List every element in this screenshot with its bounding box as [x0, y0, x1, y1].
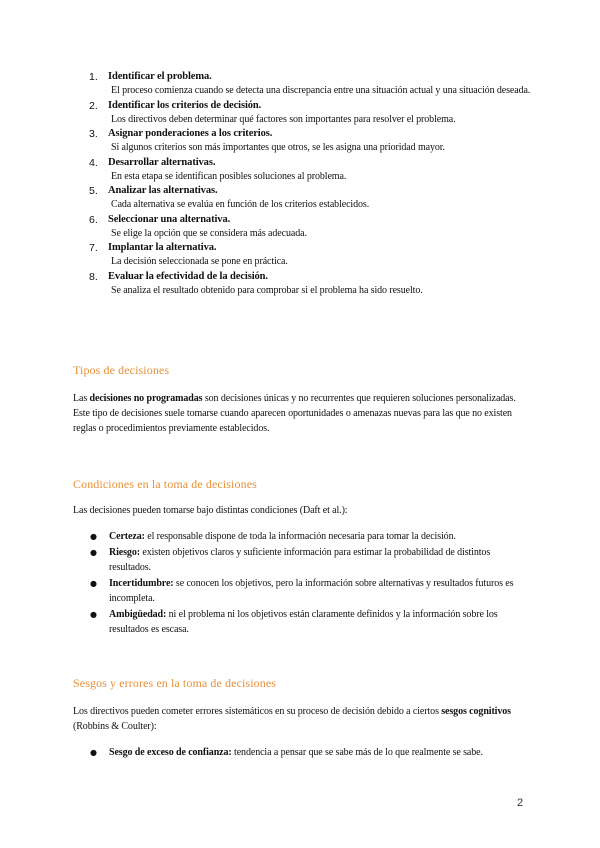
condition-text: el responsable dispone de toda la información necesaria para tomar la decisión. — [144, 531, 456, 542]
condition-text: ni el problema ni los objetivos están claramente definidos y la información sobre los resultados es escasa. — [109, 609, 498, 635]
bullet-icon: ● — [90, 532, 97, 541]
sesgos-list — [73, 745, 528, 760]
step-title: Desarrollar alternativas. — [108, 156, 216, 168]
section-heading-sesgos: Sesgos y errores en la toma de decisiones — [73, 676, 277, 690]
sesgos-text-post: (Robbins & Coulter): — [73, 721, 157, 732]
step-title: Seleccionar una alternativa. — [108, 213, 231, 225]
section-heading-condiciones: Condiciones en la toma de decisiones — [73, 477, 257, 491]
page-number: 2 — [517, 797, 524, 809]
list-item — [72, 213, 542, 242]
list-item — [72, 70, 542, 99]
tipos-text-post: son decisiones únicas y no recurrentes que requieren soluciones personalizadas. Este tipo de decisiones suele tomarse cuando aparecen oportunidades o amenazas nuevas para las que no existen reglas o procedimientos previamente establecidos. — [73, 393, 516, 434]
condition-text: se conocen los objetivos, pero la información sobre alternativas y resultados futuros es incompleta. — [109, 578, 514, 604]
list-item — [73, 545, 528, 575]
condition-term: Ambigüedad: — [109, 609, 167, 620]
list-item — [72, 99, 542, 128]
step-number: 7. — [89, 242, 98, 254]
decision-steps-list — [72, 70, 542, 298]
list-item — [72, 184, 542, 213]
bias-text: tendencia a pensar que se sabe más de lo que realmente se sabe. — [231, 747, 483, 758]
condiciones-intro: Las decisiones pueden tomarse bajo distintas condiciones (Daft et al.): — [73, 505, 348, 516]
condition-term: Riesgo: — [109, 547, 140, 558]
list-item — [72, 270, 542, 299]
list-item — [73, 607, 528, 637]
bullet-icon: ● — [90, 610, 97, 619]
step-description: Se analiza el resultado obtenido para comprobar si el problema ha sido resuelto. — [111, 284, 423, 296]
sesgos-bold-term: sesgos cognitivos — [441, 706, 511, 717]
step-title: Identificar los criterios de decisión. — [108, 99, 262, 111]
step-description: La decisión seleccionada se pone en práctica. — [111, 256, 288, 267]
step-number: 6. — [89, 213, 98, 226]
bias-term: Sesgo de exceso de confianza: — [109, 747, 232, 758]
step-number: 8. — [89, 270, 98, 283]
condition-term: Certeza: — [109, 531, 145, 542]
tipos-bold-term: decisiones no programadas — [89, 393, 203, 404]
bullet-icon: ● — [90, 548, 97, 557]
sesgos-paragraph — [73, 704, 528, 734]
list-item — [73, 576, 528, 606]
list-item — [72, 127, 542, 156]
condiciones-list — [73, 529, 528, 637]
step-title: Identificar el problema. — [108, 71, 212, 82]
step-description: Se elige la opción que se considera más adecuada. — [111, 227, 307, 239]
step-title: Evaluar la efectividad de la decisión. — [108, 270, 268, 282]
step-description: El proceso comienza cuando se detecta una discrepancia entre una situación actual y una situación deseada. — [111, 85, 531, 96]
list-item — [72, 156, 542, 185]
tipos-paragraph — [73, 391, 528, 436]
bullet-icon: ● — [90, 748, 97, 757]
step-description: Si algunos criterios son más importantes que otros, se les asigna una prioridad mayor. — [111, 142, 445, 153]
list-item — [73, 745, 528, 760]
bullet-icon: ● — [90, 579, 97, 588]
condition-text: existen objetivos claros y suficiente información para estimar la probabilidad de distintos resultados. — [109, 547, 491, 573]
step-title: Asignar ponderaciones a los criterios. — [108, 128, 273, 139]
step-number: 2. — [89, 99, 98, 112]
condition-term: Incertidumbre: — [109, 578, 174, 589]
step-description: En esta etapa se identifican posibles soluciones al problema. — [111, 170, 347, 182]
step-title: Implantar la alternativa. — [108, 242, 217, 253]
sesgos-text-pre: Los directivos pueden cometer errores sistemáticos en su proceso de decisión debido a ciertos — [73, 706, 442, 717]
step-description: Los directivos deben determinar qué factores son importantes para resolver el problema. — [111, 113, 456, 125]
step-description: Cada alternativa se evalúa en función de los criterios establecidos. — [111, 199, 370, 210]
list-item — [73, 529, 528, 544]
section-heading-tipos: Tipos de decisiones — [73, 363, 170, 377]
list-item — [72, 241, 542, 270]
step-number: 3. — [89, 128, 98, 140]
step-title: Analizar las alternativas. — [108, 185, 218, 196]
step-number: 5. — [89, 185, 98, 197]
step-number: 1. — [89, 71, 98, 83]
tipos-text-pre: Las — [73, 393, 90, 404]
step-number: 4. — [89, 156, 98, 169]
